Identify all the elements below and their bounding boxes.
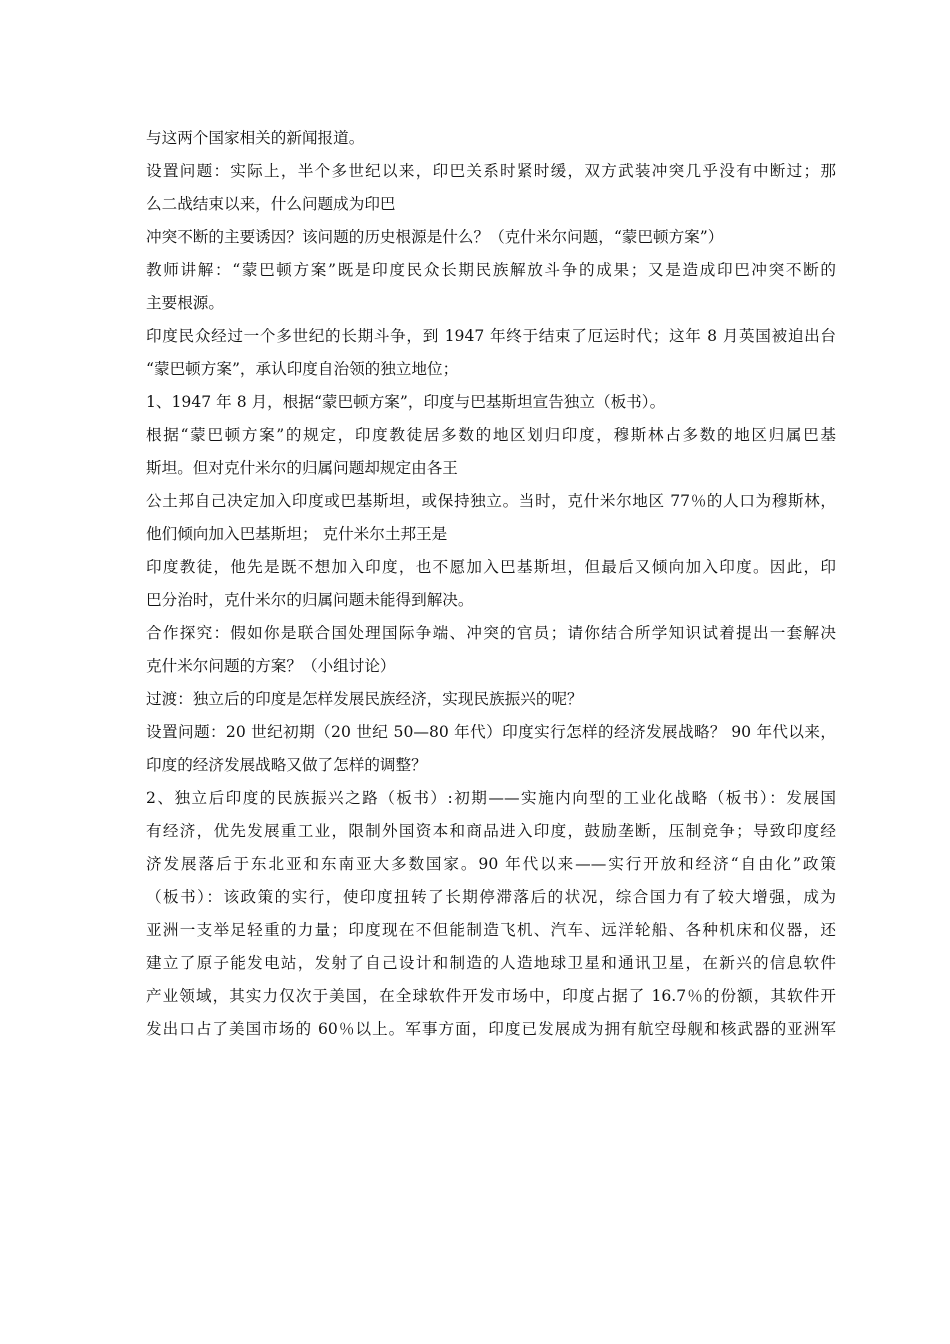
- paragraph-line: （板书）：该政策的实行，使印度扭转了长期停滞落后的状况，综合国力有了较大增强，成为: [146, 888, 836, 906]
- paragraph-line: 印度教徒，他先是既不想加入印度，也不愿加入巴基斯坦，但最后又倾向加入印度。因此，印: [146, 558, 836, 576]
- document-body: [146, 122, 836, 1046]
- paragraph-line: 有经济，优先发展重工业，限制外国资本和商品进入印度，鼓励垄断，压制竞争；导致印度经: [146, 822, 836, 840]
- paragraph-line: 产业领域，其实力仅次于美国，在全球软件开发市场中，印度占据了 16.7％的份额，其软件开: [146, 987, 836, 1005]
- paragraph-line: 1、1947 年 8 月，根据“蒙巴顿方案”，印度与巴基斯坦宣告独立（板书）。: [146, 393, 666, 411]
- paragraph-line: 2、独立后印度的民族振兴之路（板书）:初期——实施内向型的工业化战略（板书）：发展国: [146, 789, 836, 807]
- paragraph-line: 教师讲解：“蒙巴顿方案”既是印度民众长期民族解放斗争的成果；又是造成印巴冲突不断的: [146, 261, 836, 279]
- paragraph-line: 建立了原子能发电站，发射了自己设计和制造的人造地球卫星和通讯卫星，在新兴的信息软件: [146, 954, 836, 972]
- paragraph-line: 印度民众经过一个多世纪的长期斗争，到 1947 年终于结束了厄运时代；这年 8 月英国被迫出台: [146, 327, 836, 345]
- paragraph-line: 设置问题：实际上，半个多世纪以来，印巴关系时紧时缓，双方武装冲突几乎没有中断过；那: [146, 162, 836, 180]
- paragraph-line: 济发展落后于东北亚和东南亚大多数国家。90 年代以来——实行开放和经济“自由化”政策: [146, 855, 836, 873]
- paragraph-line: 主要根源。: [146, 294, 224, 312]
- paragraph-line: 印度的经济发展战略又做了怎样的调整？: [146, 756, 427, 774]
- paragraph-line: 过渡：独立后的印度是怎样发展民族经济，实现民族振兴的呢？: [146, 690, 583, 708]
- paragraph-line: 公土邦自己决定加入印度或巴基斯坦，或保持独立。当时，克什米尔地区 77％的人口为穆斯林，: [146, 492, 836, 510]
- paragraph-line: 设置问题：20 世纪初期（20 世纪 50—80 年代）印度实行怎样的经济发展战略？ 90 年代以来，: [146, 723, 836, 741]
- paragraph-line: 根据“蒙巴顿方案”的规定，印度教徒居多数的地区划归印度，穆斯林占多数的地区归属巴基: [146, 426, 836, 444]
- paragraph-line: 他们倾向加入巴基斯坦； 克什米尔土邦王是: [146, 525, 448, 543]
- paragraph-line: 合作探究：假如你是联合国处理国际争端、冲突的官员；请你结合所学知识试着提出一套解决: [146, 624, 836, 642]
- paragraph-line: 与这两个国家相关的新闻报道。: [146, 129, 365, 147]
- paragraph-line: “蒙巴顿方案”，承认印度自治领的独立地位；: [146, 360, 459, 378]
- paragraph-line: 冲突不断的主要诱因？该问题的历史根源是什么？（克什米尔问题，“蒙巴顿方案”）: [146, 228, 724, 246]
- paragraph-line: 斯坦。但对克什米尔的归属问题却规定由各王: [146, 459, 458, 477]
- paragraph-line: 么二战结束以来，什么问题成为印巴: [146, 195, 396, 213]
- paragraph-line: 巴分治时，克什米尔的归属问题未能得到解决。: [146, 591, 474, 609]
- paragraph-line: 亚洲一支举足轻重的力量；印度现在不但能制造飞机、汽车、远洋轮船、各种机床和仪器，还: [146, 921, 836, 939]
- paragraph-line: 克什米尔问题的方案？（小组讨论）: [146, 657, 396, 675]
- paragraph-line: 发出口占了美国市场的 60％以上。军事方面，印度已发展成为拥有航空母舰和核武器的亚洲军: [146, 1020, 836, 1038]
